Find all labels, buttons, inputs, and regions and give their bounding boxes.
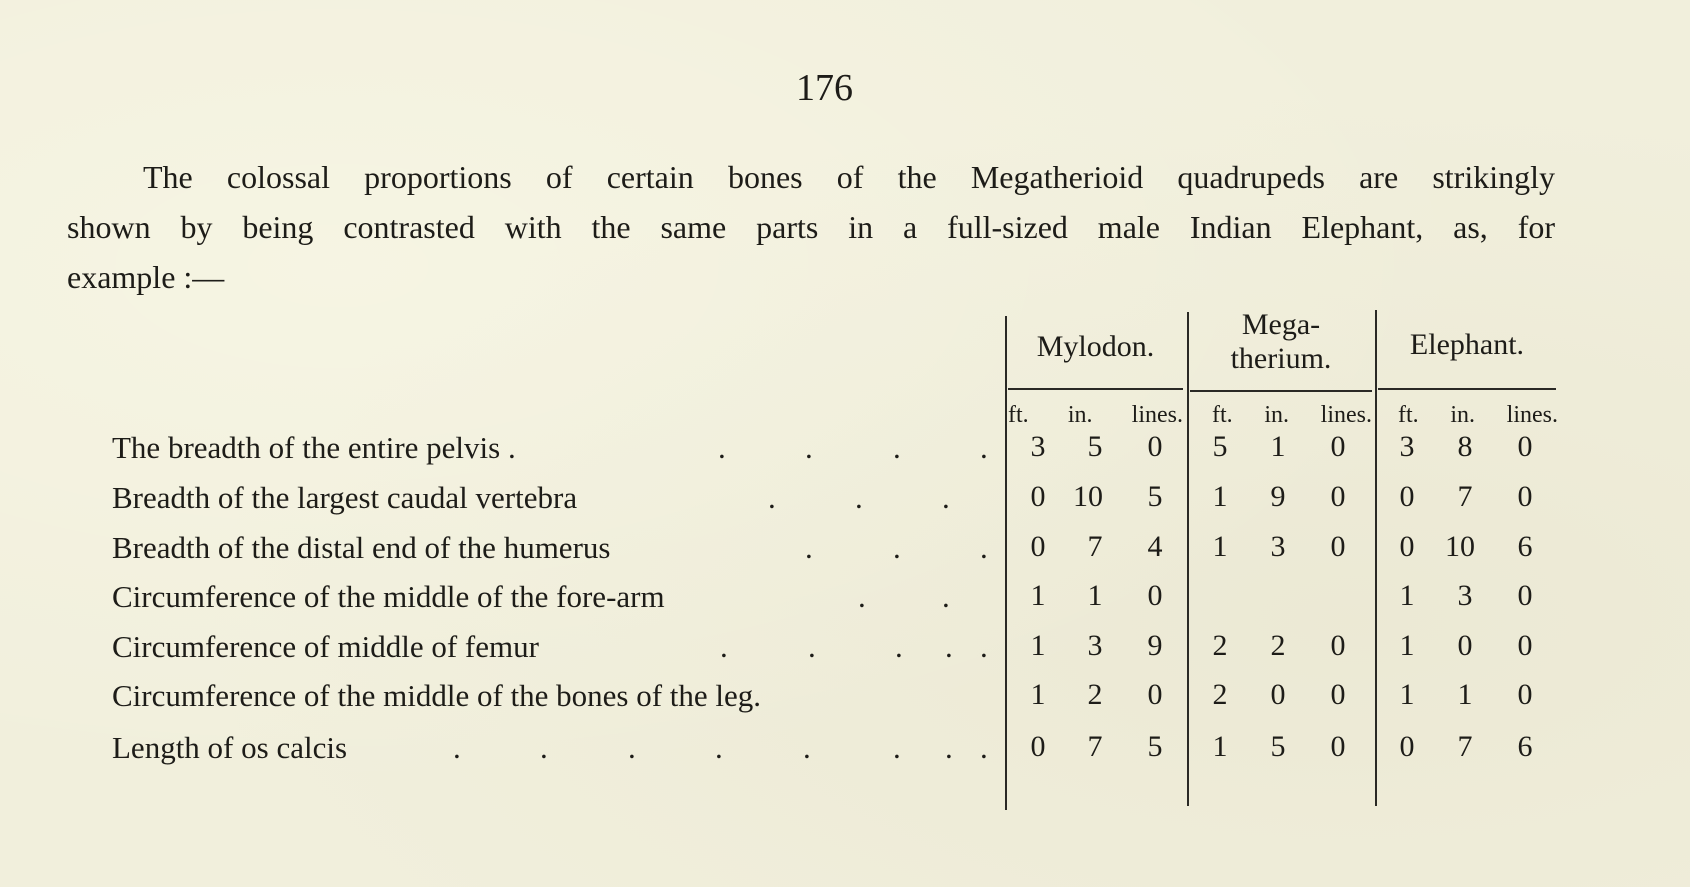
- row-label-fore-arm: Circumference of the middle of the fore-arm: [112, 579, 665, 614]
- cell: 1: [1030, 579, 1046, 612]
- header-elephant: [1378, 328, 1556, 362]
- cell: 0: [1399, 530, 1415, 563]
- cell: 1: [1457, 678, 1473, 711]
- unit-in: in.: [1067, 402, 1093, 428]
- cell: 0: [1330, 629, 1346, 662]
- cell: 9: [1147, 629, 1163, 662]
- units-mylodon: [1008, 402, 1183, 429]
- units-megatherium: [1212, 402, 1372, 429]
- row-label-leg-bones: Circumference of the middle of the bones of the leg.: [112, 678, 762, 713]
- row-label-pelvis: The breadth of the entire pelvis .: [112, 430, 516, 465]
- units-elephant: [1398, 402, 1558, 429]
- row-label-caudal-vertebra: Breadth of the largest caudal vertebra: [112, 480, 578, 515]
- unit-lines: lines.: [1506, 402, 1558, 428]
- cell: 0: [1270, 678, 1286, 711]
- cell: 1: [1212, 530, 1228, 563]
- cell: 0: [1517, 480, 1533, 513]
- cell: 1: [1270, 430, 1286, 463]
- cell: 2: [1087, 678, 1103, 711]
- unit-ft: ft.: [1212, 402, 1233, 428]
- cell: 8: [1457, 430, 1473, 463]
- intro-paragraph: [67, 152, 1555, 302]
- cell: 0: [1030, 530, 1046, 563]
- cell: 1: [1030, 629, 1046, 662]
- cell: 6: [1517, 730, 1533, 763]
- header-mylodon-label: Mylodon.: [1036, 330, 1155, 363]
- cell: 0: [1330, 678, 1346, 711]
- cell: 0: [1517, 678, 1533, 711]
- cell: 0: [1517, 430, 1533, 463]
- cell: 3: [1457, 579, 1473, 612]
- unit-in: in.: [1450, 402, 1475, 428]
- cell: 7: [1457, 480, 1473, 513]
- cell: 5: [1270, 730, 1286, 763]
- cell: 3: [1270, 530, 1286, 563]
- row-label-femur: Circumference of middle of femur: [112, 629, 539, 664]
- header-rule-megatherium: [1190, 390, 1372, 392]
- cell: 0: [1517, 629, 1533, 662]
- cell: 0: [1147, 678, 1163, 711]
- cell: 1: [1212, 480, 1228, 513]
- cell: 5: [1147, 730, 1163, 763]
- cell: 10: [1445, 530, 1475, 563]
- unit-lines: lines.: [1131, 402, 1183, 428]
- cell: 1: [1030, 678, 1046, 711]
- cell: 0: [1030, 730, 1046, 763]
- cell: 0: [1330, 730, 1346, 763]
- column-rule-3: [1375, 310, 1377, 806]
- cell: 5: [1147, 480, 1163, 513]
- cell: 0: [1330, 480, 1346, 513]
- header-mylodon: [1008, 330, 1183, 364]
- cell: 2: [1212, 629, 1228, 662]
- cell: 3: [1087, 629, 1103, 662]
- cell: 7: [1457, 730, 1473, 763]
- cell: 6: [1517, 530, 1533, 563]
- cell: 0: [1030, 480, 1046, 513]
- cell: 0: [1399, 480, 1415, 513]
- cell: 0: [1457, 629, 1473, 662]
- cell: 10: [1073, 480, 1103, 513]
- cell: 2: [1212, 678, 1228, 711]
- unit-in: in.: [1264, 402, 1289, 428]
- intro-line-2: shown by being contrasted with the same parts in a full-sized male Indian Elephant, as, for: [67, 209, 1555, 245]
- cell: 3: [1399, 430, 1415, 463]
- header-rule-mylodon: [1008, 388, 1183, 390]
- intro-line-1: The colossal proportions of certain bones of the Megatherioid quadrupeds are strikingly: [143, 159, 1555, 195]
- header-megatherium-line2: therium.: [1230, 342, 1332, 375]
- cell: 0: [1517, 579, 1533, 612]
- intro-line-3: example :—: [67, 259, 225, 295]
- unit-ft: ft.: [1398, 402, 1419, 428]
- cell: 0: [1399, 730, 1415, 763]
- cell: 5: [1212, 430, 1228, 463]
- cell: 9: [1270, 480, 1286, 513]
- header-rule-elephant: [1378, 388, 1556, 390]
- cell: 4: [1147, 530, 1163, 563]
- header-elephant-label: Elephant.: [1409, 328, 1525, 361]
- cell: 7: [1087, 730, 1103, 763]
- header-megatherium: [1190, 308, 1372, 376]
- cell: 3: [1030, 430, 1046, 463]
- row-label-os-calcis: Length of os calcis: [112, 730, 348, 765]
- cell: 1: [1399, 579, 1415, 612]
- cell: 5: [1087, 430, 1103, 463]
- column-rule-1: [1005, 316, 1007, 810]
- book-page: 176 The colossal proportions of certain bones of the Megatherioid quadrupeds are strikingly shown by being contrasted with the same parts in a full-sized male Indian Elephant, as, for example :— Mylodon. Mega- therium. Elephant. ft. in. lines. ft. in. lines. ft. in. lines. The breadth of the entire pelvis . Breadth of the largest caudal vertebra Breadth of the distal end of the humerus Circumference of the middle of the fore-arm Circumference of middle of femur Circumference of the middle of the bones of the leg. Length of os calcis . . . . . . . . . . . . . . . . . . . . . . . . . 3 5 0 0 10 5 0 7 4 1 1 0 1 3 9 1 2 0 0 7 5 5 1 0 1 9 0 1 3 0 2 2 0 2 0 0 1 5 0 3 8 0 0 7 0 0 10 6 1 3 0 1 0 0 1 1 0 0 7 6: [0, 0, 1690, 887]
- column-rule-2: [1187, 312, 1189, 806]
- header-megatherium-line1: Mega-: [1241, 308, 1321, 341]
- cell: 0: [1330, 530, 1346, 563]
- page-number: 176: [796, 67, 853, 109]
- cell: 1: [1212, 730, 1228, 763]
- cell: 7: [1087, 530, 1103, 563]
- cell: 1: [1399, 678, 1415, 711]
- cell: 1: [1399, 629, 1415, 662]
- cell: 0: [1147, 579, 1163, 612]
- row-label-humerus: Breadth of the distal end of the humerus: [112, 530, 611, 565]
- cell: 1: [1087, 579, 1103, 612]
- unit-lines: lines.: [1320, 402, 1372, 428]
- cell: 0: [1330, 430, 1346, 463]
- unit-ft: ft.: [1008, 402, 1029, 428]
- cell: 0: [1147, 430, 1163, 463]
- cell: 2: [1270, 629, 1286, 662]
